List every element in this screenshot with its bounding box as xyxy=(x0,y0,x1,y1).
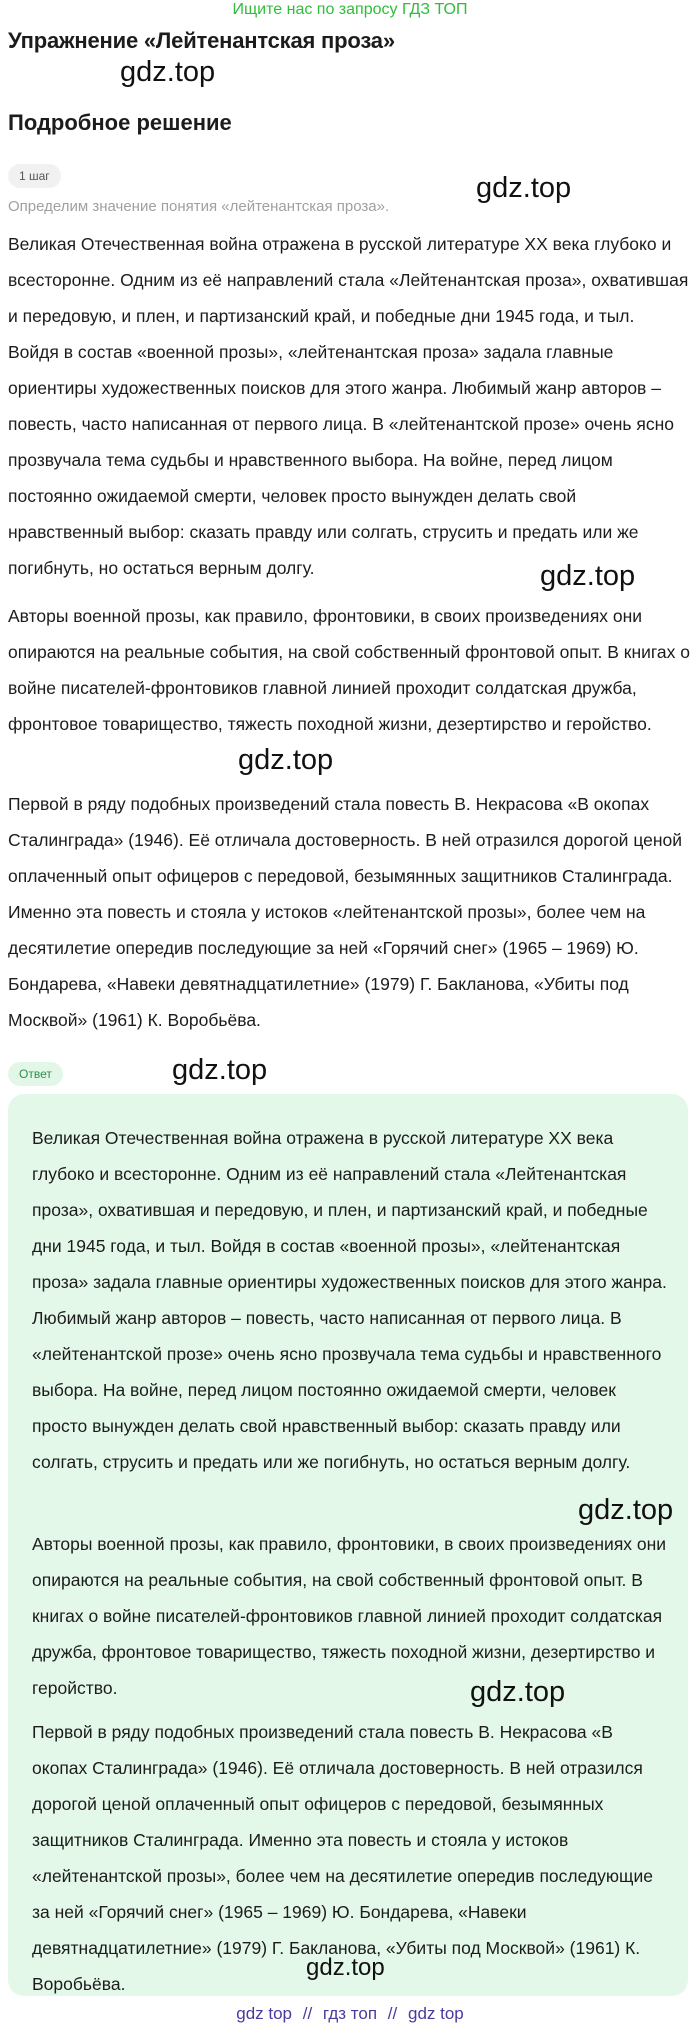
watermark: gdz.top xyxy=(470,1676,566,1708)
answer-paragraph: Великая Отечественная война отражена в русской литературе XX века глубоко и всесторонне. Одним из её направлений стала «Лейтенантская проза», охватившая и передовую, и плен, и партизанский край, и победные дни 1945 года, и тыл. Войдя в состав «военной прозы», «лейтенантская проза» задала главные ориентиры художественных поисков для этого жанра. Любимый жанр авторов – повесть, часто написанная от первого лица. В «лейтенантской прозе» очень ясно прозвучала тема судьбы и нравственного выбора. На войне, перед лицом постоянно ожидаемой смерти, человек просто вынужден делать свой нравственный выбор: сказать правду или солгать, струсить и предать или же погибнуть, но остаться верным долгу. xyxy=(32,1128,667,1472)
footer-links xyxy=(0,2004,700,2024)
answer-badge: Ответ xyxy=(8,1062,63,1086)
footer-link[interactable]: gdz top xyxy=(407,2004,464,2023)
exercise-title: Упражнение «Лейтенантская проза» xyxy=(8,28,395,53)
watermark: gdz.top xyxy=(578,1494,674,1526)
solution-paragraph: Великая Отечественная война отражена в русской литературе XX века глубоко и всесторонне. Одним из её направлений стала «Лейтенантская проза», охватившая и передовую, и плен, и партизанский край, и победные дни 1945 года, и тыл. Войдя в состав «военной прозы», «лейтенантская проза» задала главные ориентиры художественных поисков для этого жанра. Любимый жанр авторов – повесть, часто написанная от первого лица. В «лейтенантской прозе» очень ясно прозвучала тема судьбы и нравственного выбора. На войне, перед лицом постоянно ожидаемой смерти, человек просто вынужден делать свой нравственный выбор: сказать правду или солгать, струсить и предать или же погибнуть, но остаться верным долгу. xyxy=(8,234,689,578)
solution-heading: Подробное решение xyxy=(8,110,232,135)
answer-paragraph: Первой в ряду подобных произведений стала повесть В. Некрасова «В окопах Сталинграда» (1946). Её отличала достоверность. В ней отразился дорогой ценой оплаченный опыт офицеров с передовой, безымянных защитников Сталинграда. Именно эта повесть и стояла у истоков «лейтенантской прозы», более чем на десятилетие опередив последующие за ней «Горячий снег» (1965 – 1969) Ю. Бондарева, «Навеки девятнадцатилетние» (1979) Г. Бакланова, «Убиты под Москвой» (1961) К. Воробьёва. xyxy=(32,1722,653,1994)
watermark: gdz.top xyxy=(238,744,334,776)
watermark: gdz.top xyxy=(120,56,216,88)
footer-separator: // xyxy=(387,2004,398,2023)
step-hint: Определим значение понятия «лейтенантская проза». xyxy=(8,198,390,215)
answer-paragraph: Авторы военной прозы, как правило, фронтовики, в своих произведениях они опираются на реальные события, на свой собственный фронтовой опыт. В книгах о войне писателей-фронтовиков главной линией проходит солдатская дружба, фронтовое товарищество, тяжесть походной жизни, дезертирство и геройство. xyxy=(32,1534,667,1698)
watermark: gdz.top xyxy=(306,1954,385,1981)
watermark: gdz.top xyxy=(476,172,572,204)
solution-paragraph: Авторы военной прозы, как правило, фронтовики, в своих произведениях они опираются на реальные события, на свой собственный фронтовой опыт. В книгах о войне писателей-фронтовиков главной линией проходит солдатская дружба, фронтовое товарищество, тяжесть походной жизни, дезертирство и геройство. xyxy=(8,606,690,734)
watermark: gdz.top xyxy=(540,560,636,592)
footer-link[interactable]: гдз топ xyxy=(322,2004,378,2023)
footer-separator: // xyxy=(302,2004,313,2023)
step-badge: 1 шаг xyxy=(8,164,61,188)
watermark: gdz.top xyxy=(172,1054,268,1086)
footer-link[interactable]: gdz top xyxy=(236,2004,292,2023)
solution-paragraph: Первой в ряду подобных произведений стала повесть В. Некрасова «В окопах Сталинграда» (1946). Её отличала достоверность. В ней отразился дорогой ценой оплаченный опыт офицеров с передовой, безымянных защитников Сталинграда. Именно эта повесть и стояла у истоков «лейтенантской прозы», более чем на десятилетие опередив последующие за ней «Горячий снег» (1965 – 1969) Ю. Бондарева, «Навеки девятнадцатилетние» (1979) Г. Бакланова, «Убиты под Москвой» (1961) К. Воробьёва. xyxy=(8,794,683,1030)
search-banner[interactable]: Ищите нас по запросу ГДЗ ТОП xyxy=(232,1,468,18)
